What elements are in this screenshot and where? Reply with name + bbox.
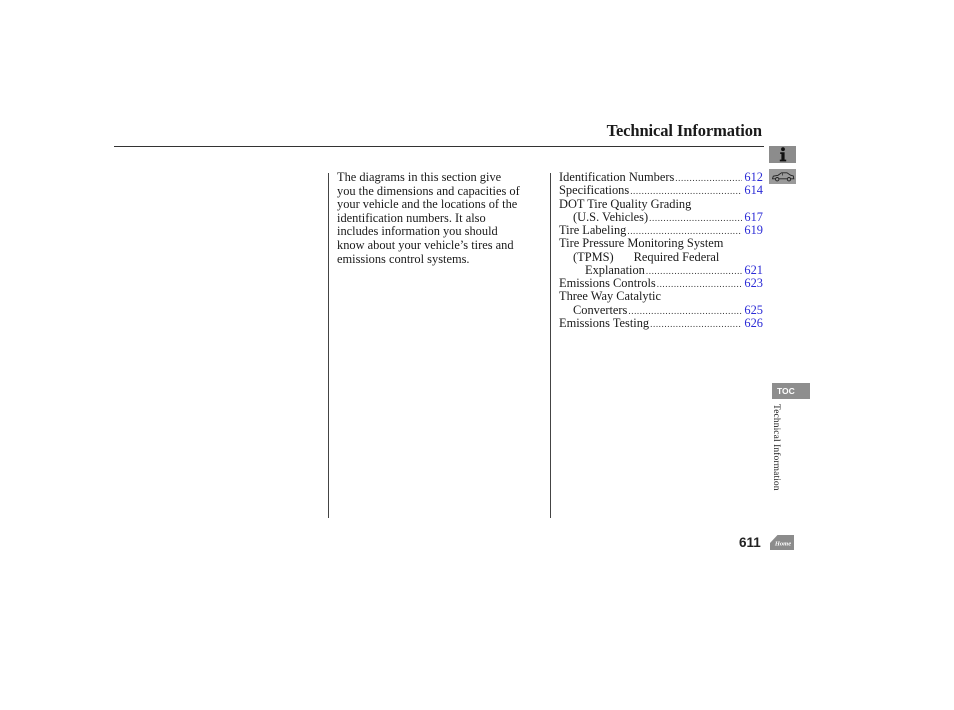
toc-entry-emissions-testing <box>559 317 763 330</box>
toc-label: (U.S. Vehicles) <box>573 209 649 224</box>
toc-leader <box>675 174 742 183</box>
toc-entry-identification-numbers <box>559 171 763 184</box>
toc-page-link[interactable]: 626 <box>744 315 763 330</box>
toc-button[interactable]: TOC <box>772 383 810 399</box>
toc-entry-specifications <box>559 184 763 197</box>
toc-entry-explanation <box>559 264 763 277</box>
toc-leader <box>650 320 742 329</box>
toc-leader <box>627 227 742 236</box>
toc-entry-converters <box>559 304 763 317</box>
toc-entry-tpms-abbr <box>559 251 763 264</box>
toc-label: Emissions Controls <box>559 276 656 290</box>
intro-line: The diagrams in this section give <box>337 170 502 184</box>
toc-label: DOT Tire Quality Grading <box>559 196 692 211</box>
toc-entry-tire-labeling <box>559 224 763 237</box>
toc-entry-us-vehicles <box>559 211 763 224</box>
toc-entry-tpms <box>559 237 763 250</box>
toc-label: Required Federal <box>633 249 720 264</box>
toc-label: Explanation <box>585 262 645 277</box>
car-icon <box>771 171 795 182</box>
intro-line: know about your vehicle’s tires and <box>337 237 514 252</box>
column-divider-left <box>328 173 329 518</box>
toc-page-link[interactable]: 617 <box>744 209 763 224</box>
intro-line: you the dimensions and capacities of <box>337 183 520 198</box>
column-divider-middle <box>550 173 551 518</box>
toc-leader <box>630 187 742 196</box>
toc-entry-dot-tire-quality <box>559 198 763 211</box>
toc-page-link[interactable]: 621 <box>744 262 763 277</box>
toc-label: (TPMS) <box>573 249 614 264</box>
home-icon <box>769 534 795 551</box>
table-of-contents <box>559 171 763 330</box>
page-number: 611 <box>739 535 761 550</box>
intro-line: your vehicle and the locations of the <box>337 197 518 212</box>
toc-page-link[interactable]: 623 <box>744 276 763 290</box>
section-side-label: Technical Information <box>771 404 781 491</box>
toc-entry-emissions-controls <box>559 277 763 290</box>
intro-line: identification numbers. It also <box>337 210 486 225</box>
home-button[interactable] <box>769 534 795 551</box>
toc-leader <box>628 307 742 316</box>
toc-label: Three Way Catalytic <box>559 289 661 304</box>
toc-page-link[interactable]: 625 <box>744 302 763 317</box>
toc-label: Emissions Testing <box>559 315 650 330</box>
toc-label: Tire Labeling <box>559 223 627 237</box>
toc-entry-three-way <box>559 290 763 303</box>
toc-label: Identification Numbers <box>559 170 675 184</box>
toc-label: Converters <box>573 302 628 317</box>
intro-text <box>337 171 549 266</box>
toc-label: Tire Pressure Monitoring System <box>559 236 724 251</box>
toc-label: Specifications <box>559 183 630 198</box>
vehicle-tab[interactable] <box>769 169 796 184</box>
page-title: Technical Information <box>606 121 762 140</box>
intro-line: includes information you should <box>337 224 498 239</box>
toc-leader <box>646 267 743 276</box>
title-divider <box>114 146 764 147</box>
home-label: Home <box>774 540 792 548</box>
toc-page-link[interactable]: 612 <box>744 170 763 184</box>
toc-page-link[interactable]: 619 <box>744 223 763 237</box>
toc-leader <box>657 280 743 289</box>
info-icon <box>778 147 788 162</box>
info-tab[interactable] <box>769 146 796 163</box>
toc-page-link[interactable]: 614 <box>744 183 763 198</box>
intro-line: emissions control systems. <box>337 251 470 266</box>
toc-leader <box>649 214 742 223</box>
